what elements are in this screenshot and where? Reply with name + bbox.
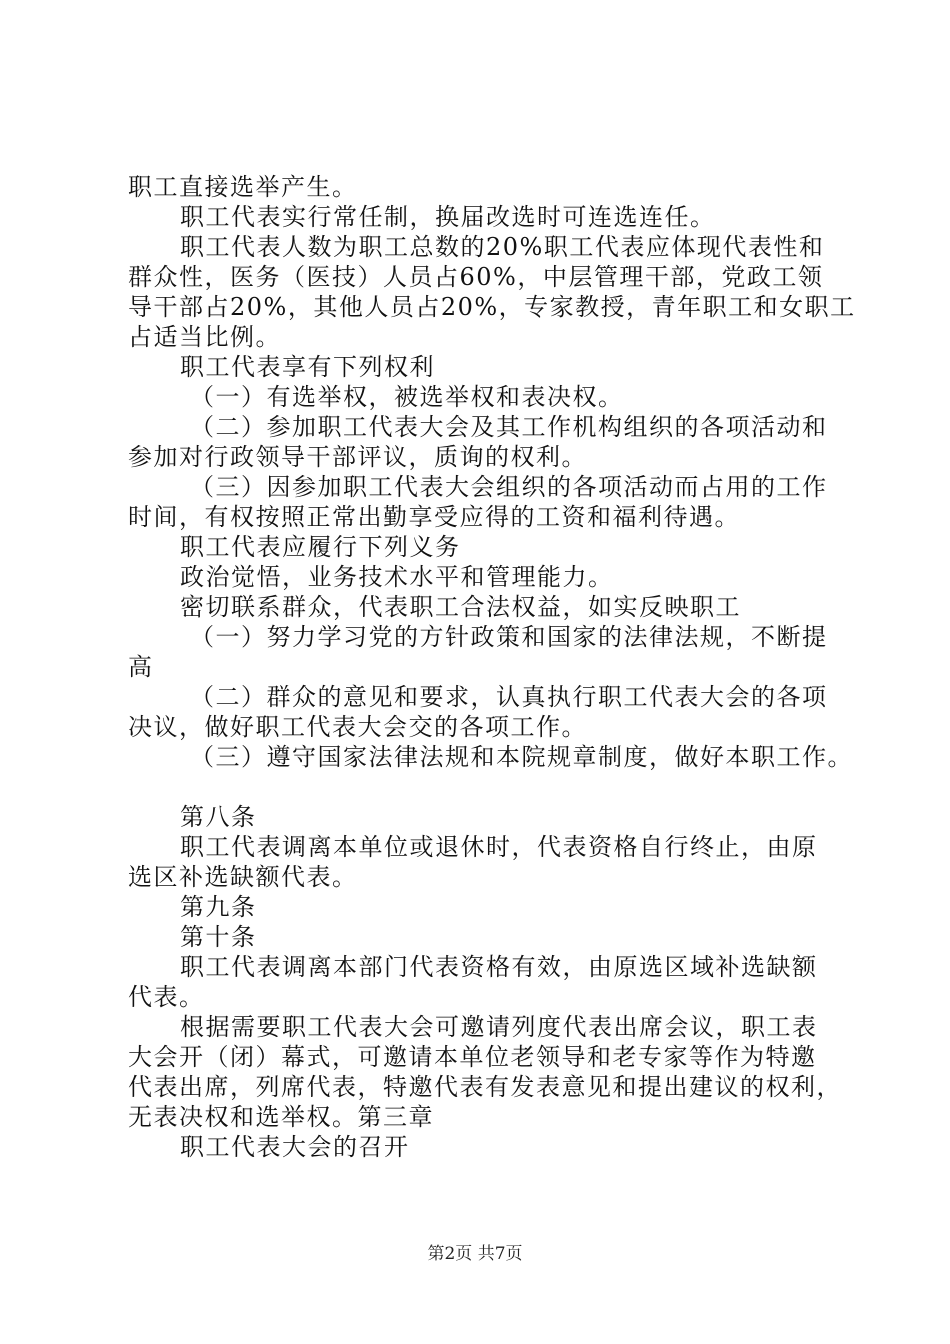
article-heading: 第九条 [180,893,257,921]
text-line: 职工代表享有下列权利 [180,353,435,381]
text-line: 根据需要职工代表大会可邀请列度代表出席会议，职工表 [180,1013,818,1041]
article-heading: 第八条 [180,803,257,831]
text-line: 密切联系群众，代表职工合法权益，如实反映职工 [180,593,741,621]
text-line: 参加对行政领导干部评议，质询的权利。 [128,443,587,471]
text-line: （三）遵守国家法律法规和本院规章制度，做好本职工作。 [190,743,853,771]
text-line: 无表决权和选举权。第三章 [128,1103,434,1131]
text-line: 职工代表应履行下列义务 [180,533,461,561]
text-line: 占适当比例。 [128,323,281,351]
section-heading: 职工代表大会的召开 [180,1133,410,1161]
text-line: 职工代表人数为职工总数的20%职工代表应体现代表性和 [180,233,825,261]
text-line: 时间，有权按照正常出勤享受应得的工资和福利待遇。 [128,503,740,531]
text-line: 代表。 [128,983,205,1011]
text-line: 政治觉悟，业务技术水平和管理能力。 [180,563,614,591]
text-line: 导干部占20%，其他人员占20%，专家教授，青年职工和女职工 [128,293,856,321]
text-line: 职工代表调离本单位或退休时，代表资格自行终止，由原 [180,833,818,861]
page-number-footer: 第2页 共7页 [427,1244,523,1264]
text-line: 高 [128,653,154,681]
text-line: 大会开（闭）幕式，可邀请本单位老领导和老专家等作为特邀 [128,1043,817,1071]
text-line: （三）因参加职工代表大会组织的各项活动而占用的工作 [190,473,828,501]
text-line: 群众性，医务（医技）人员占60%，中层管理干部，党政工领 [128,263,824,291]
text-line: 选区补选缺额代表。 [128,863,358,891]
text-line: 决议，做好职工代表大会交的各项工作。 [128,713,587,741]
paragraph-gap [128,772,838,802]
text-line: （二）参加职工代表大会及其工作机构组织的各项活动和 [190,413,828,441]
text-line: 职工直接选举产生。 [128,173,358,201]
document-body [128,172,856,1162]
text-line: （二）群众的意见和要求，认真执行职工代表大会的各项 [190,683,828,711]
text-line: 职工代表调离本部门代表资格有效，由原选区域补选缺额 [180,953,818,981]
text-line: （一）努力学习党的方针政策和国家的法律法规，不断提 [190,623,828,651]
text-line: 职工代表实行常任制，换届改选时可连选连任。 [180,203,716,231]
text-line: 代表出席，列席代表，特邀代表有发表意见和提出建议的权利， [128,1073,842,1101]
text-line: （一）有选举权，被选举权和表决权。 [190,383,624,411]
article-heading: 第十条 [180,923,257,951]
